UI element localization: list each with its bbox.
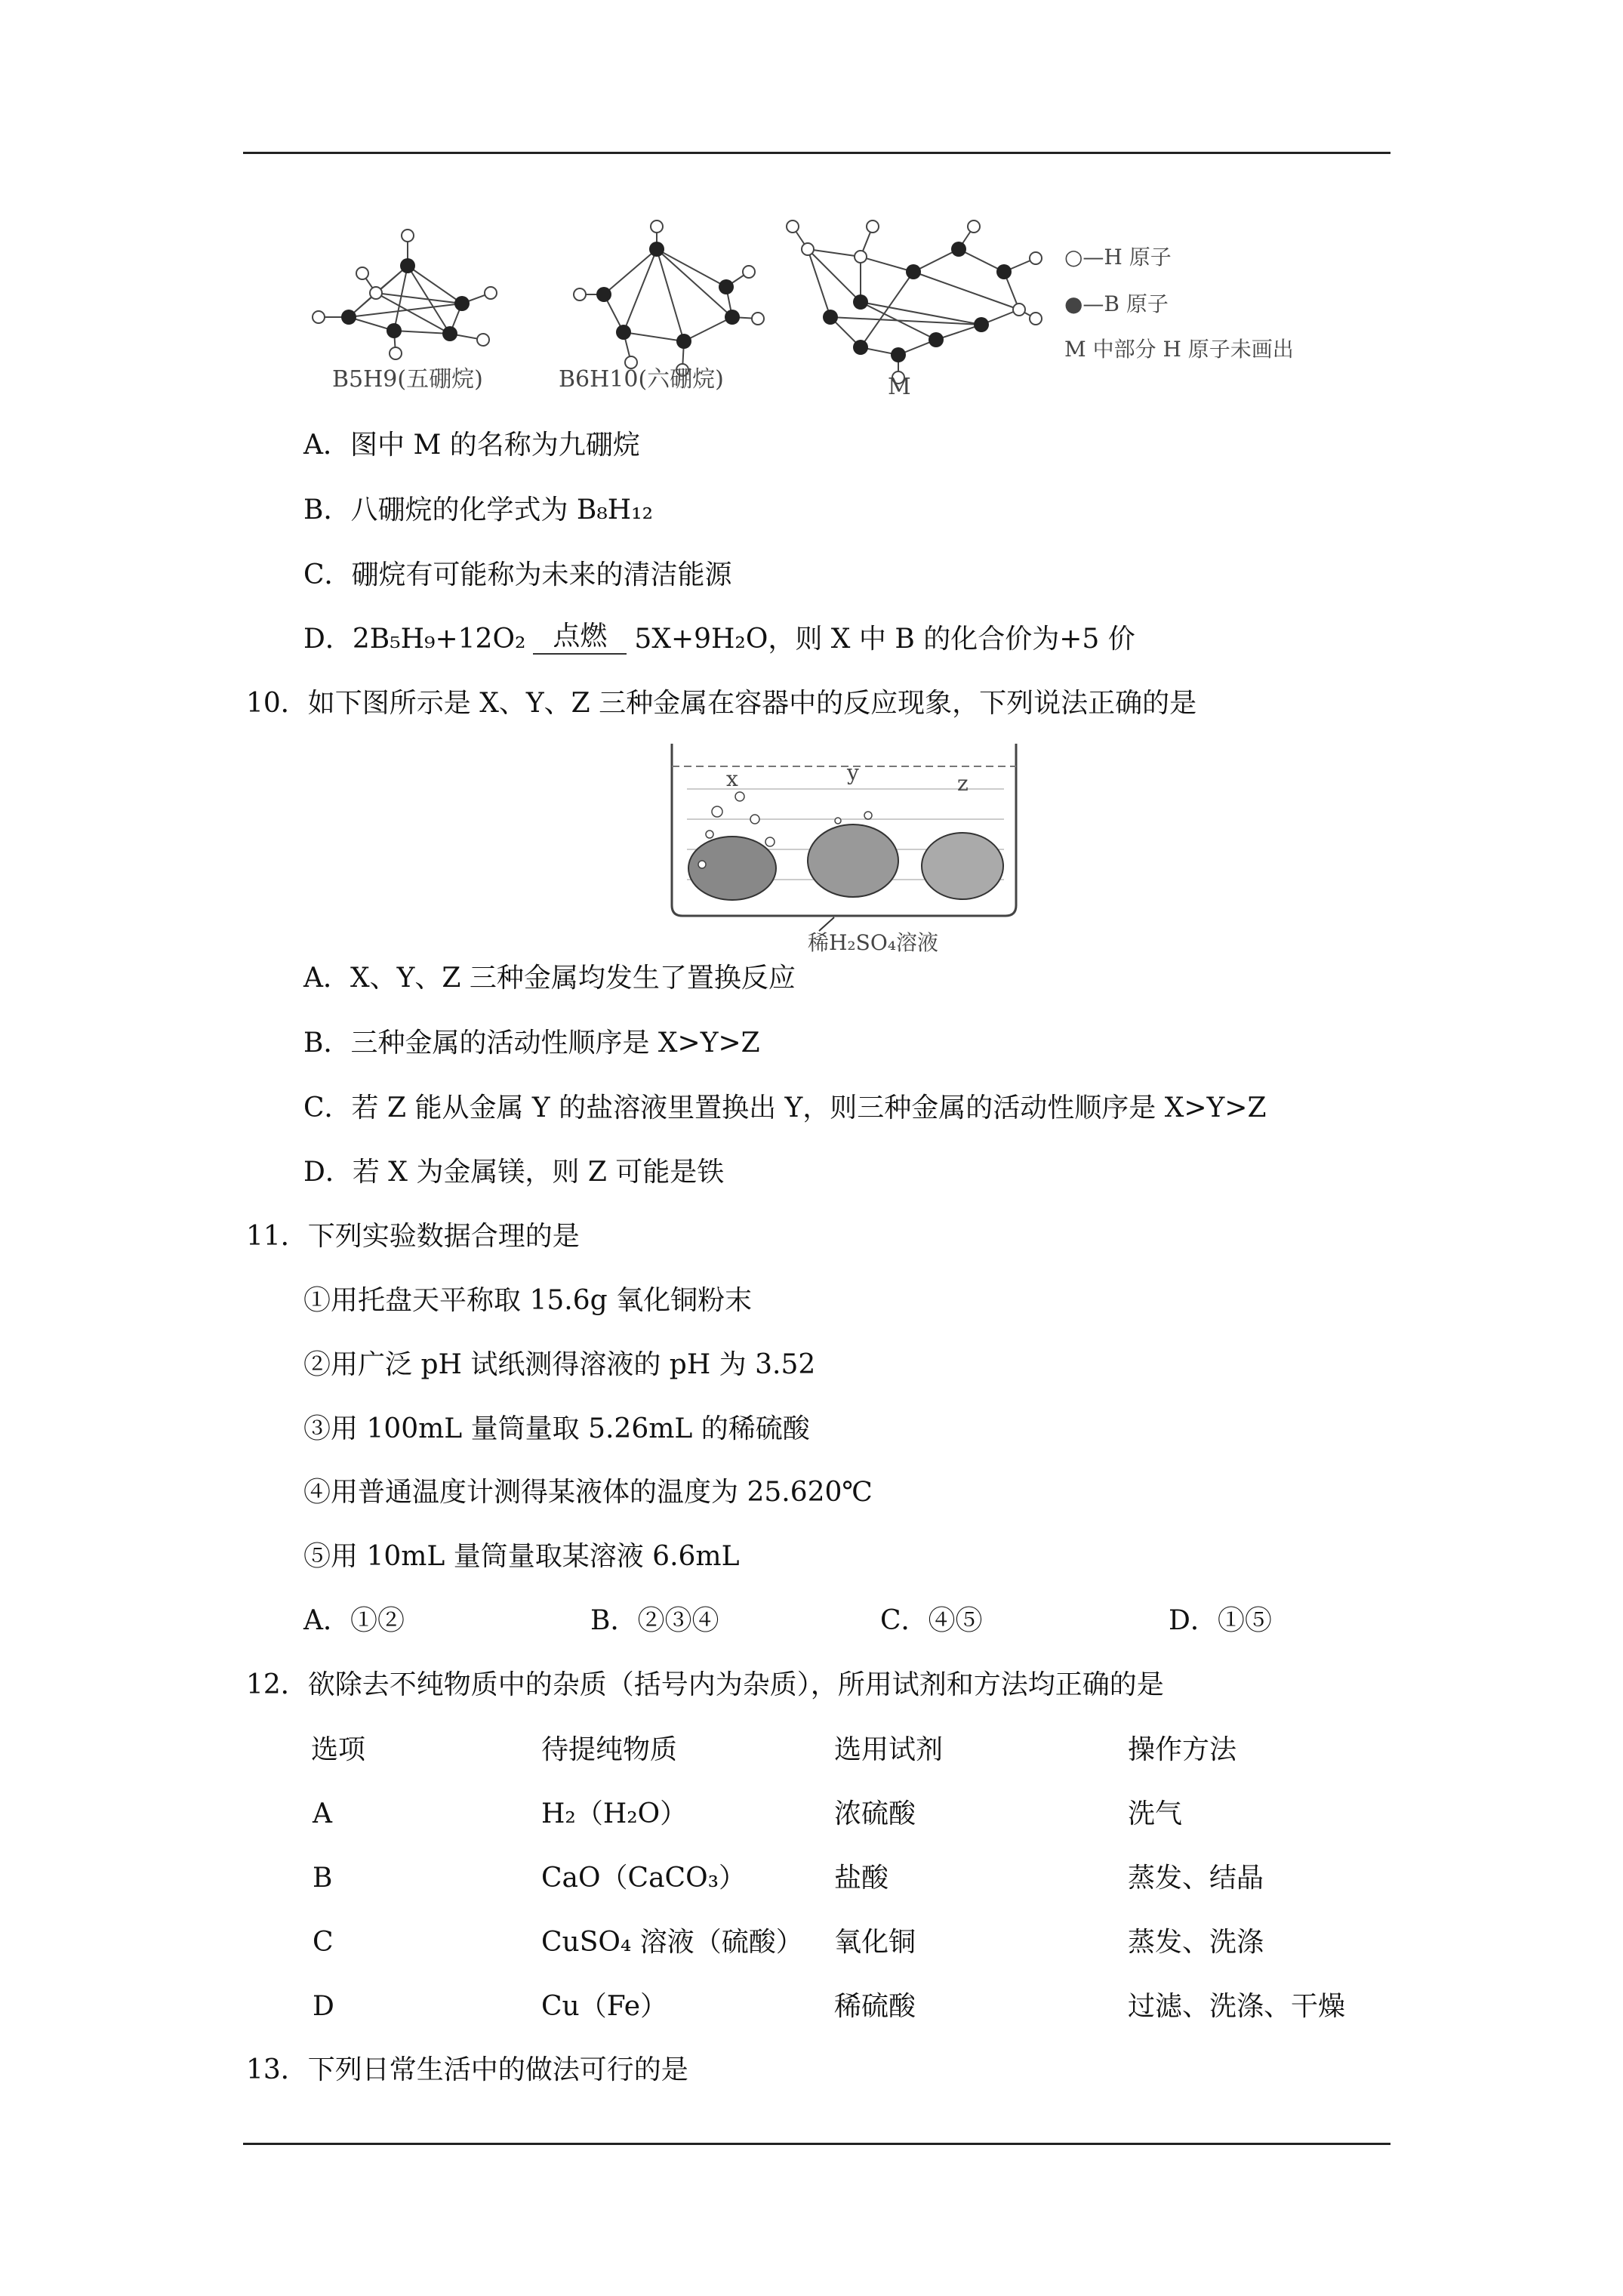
q9-option-d xyxy=(303,623,1135,658)
table-cell: CaO（CaCO₃） xyxy=(541,1863,747,1894)
q10-stem: 10．如下图所示是 X、Y、Z 三种金属在容器中的反应现象，下列说法正确的是 xyxy=(246,688,1197,719)
table-cell: 浓硫酸 xyxy=(834,1798,916,1829)
header-rule xyxy=(243,152,1390,154)
q10-option-b: B．三种金属的活动性顺序是 X>Y>Z xyxy=(303,1028,760,1059)
q10-option-a: A．X、Y、Z 三种金属均发生了置换反应 xyxy=(303,963,796,994)
metal-z-label: z xyxy=(957,771,969,796)
table-cell: 稀硫酸 xyxy=(834,1991,916,2022)
table-cell: D xyxy=(313,1991,334,2022)
solution-caption: 稀H₂SO₄溶液 xyxy=(808,930,939,955)
table-cell: 过滤、洗涤、干燥 xyxy=(1128,1991,1346,2022)
q11-item-5: ⑤用 10mL 量筒量取某溶液 6.6mL xyxy=(303,1541,740,1572)
table-header-option: 选项 xyxy=(311,1734,366,1765)
metal-y-label: y xyxy=(847,760,859,785)
table-header-substance: 待提纯物质 xyxy=(541,1734,678,1765)
q11-option-c: C．④⑤ xyxy=(880,1605,983,1636)
table-cell: 蒸发、结晶 xyxy=(1128,1863,1264,1894)
q11-item-1: ①用托盘天平称取 15.6g 氧化铜粉末 xyxy=(303,1285,753,1316)
reaction-condition: 点燃 xyxy=(533,620,627,655)
q9-option-a: A．图中 M 的名称为九硼烷 xyxy=(303,430,640,461)
table-cell: Cu（Fe） xyxy=(541,1991,668,2022)
q9-option-d-products: 5X+9H₂O，则 X 中 B 的化合价为+5 价 xyxy=(634,624,1135,655)
table-cell: 盐酸 xyxy=(834,1863,889,1894)
table-header-method: 操作方法 xyxy=(1128,1734,1237,1765)
q13-stem: 13．下列日常生活中的做法可行的是 xyxy=(246,2054,688,2085)
q11-stem: 11．下列实验数据合理的是 xyxy=(246,1221,580,1252)
footer-rule xyxy=(243,2143,1390,2145)
q9-option-c: C．硼烷有可能称为未来的清洁能源 xyxy=(303,559,732,590)
q11-item-4: ④用普通温度计测得某液体的温度为 25.620℃ xyxy=(303,1477,873,1508)
q11-option-b: B．②③④ xyxy=(590,1605,719,1636)
table-cell: H₂（H₂O） xyxy=(541,1798,688,1829)
metal-reaction-figure xyxy=(664,736,1027,955)
table-cell: C xyxy=(313,1927,334,1958)
q9-option-b: B．八硼烷的化学式为 B₈H₁₂ xyxy=(303,495,654,525)
q12-stem: 12．欲除去不纯物质中的杂质（括号内为杂质），所用试剂和方法均正确的是 xyxy=(246,1669,1164,1700)
table-cell: B xyxy=(313,1863,333,1894)
table-header-reagent: 选用试剂 xyxy=(834,1734,944,1765)
q10-option-d: D．若 X 为金属镁，则 Z 可能是铁 xyxy=(303,1157,725,1188)
table-cell: 蒸发、洗涤 xyxy=(1128,1927,1264,1958)
table-cell: 氧化铜 xyxy=(834,1927,916,1958)
q10-option-c: C．若 Z 能从金属 Y 的盐溶液里置换出 Y，则三种金属的活动性顺序是 X>Y>Z xyxy=(303,1093,1267,1123)
legend-b-atom: ●—B 原子 xyxy=(1064,291,1169,316)
q11-item-3: ③用 100mL 量筒量取 5.26mL 的稀硫酸 xyxy=(303,1413,810,1444)
borane-structures-figure xyxy=(302,219,1374,408)
table-cell: 洗气 xyxy=(1128,1798,1183,1829)
q9-option-d-reactants: D．2B₅H₉+12O₂ xyxy=(303,624,526,655)
q11-option-a: A．①② xyxy=(303,1605,405,1636)
q11-item-2: ②用广泛 pH 试纸测得溶液的 pH 为 3.52 xyxy=(303,1349,816,1380)
legend-h-atom: ○—H 原子 xyxy=(1064,245,1172,270)
m-label: M xyxy=(888,374,911,400)
table-cell: CuSO₄ 溶液（硫酸） xyxy=(541,1927,803,1958)
b6h10-label: B6H10(六硼烷) xyxy=(559,366,724,393)
q11-option-d: D．①⑤ xyxy=(1169,1605,1272,1636)
b5h9-label: B5H9(五硼烷) xyxy=(332,366,483,393)
table-cell: A xyxy=(313,1798,332,1829)
legend-note: M 中部分 H 原子未画出 xyxy=(1064,337,1294,362)
metal-x-label: x xyxy=(726,766,738,791)
